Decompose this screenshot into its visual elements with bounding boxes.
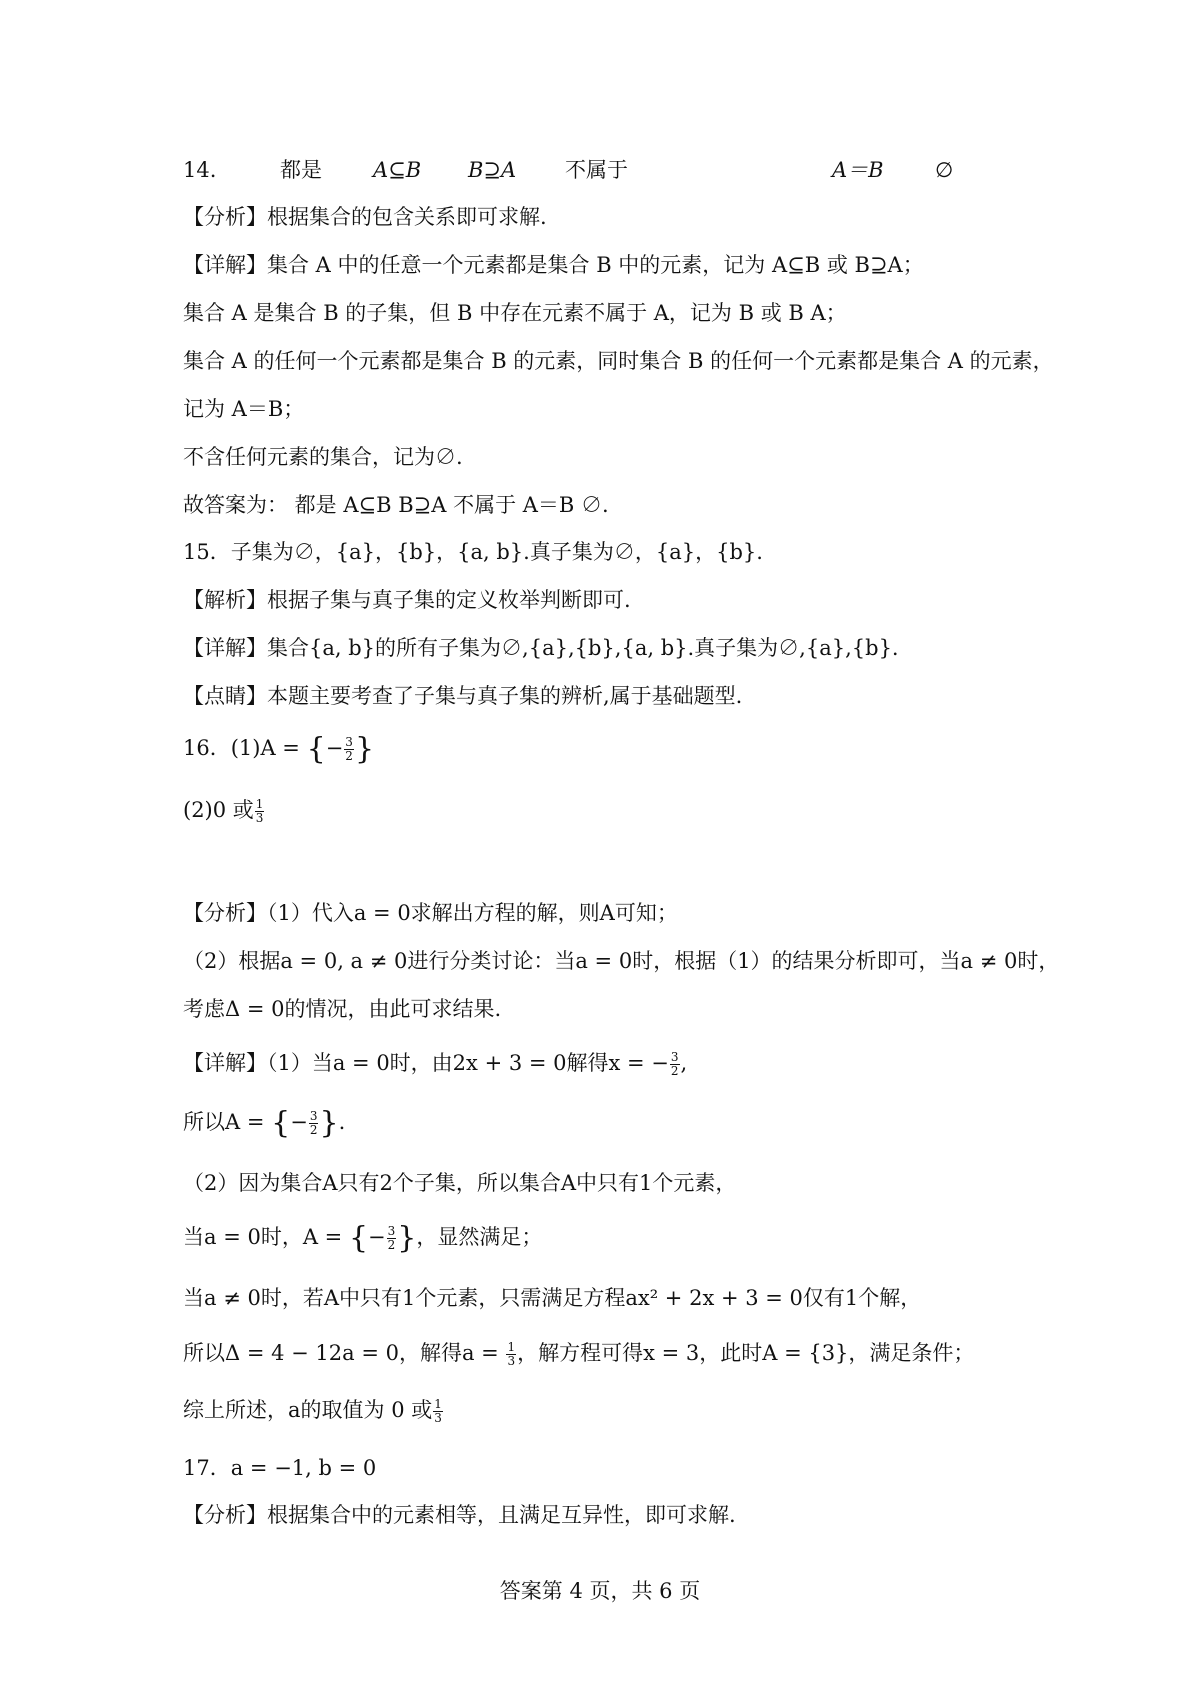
q16-analysis-3: 考虑Δ = 0的情况，由此可求结果. — [183, 997, 502, 1021]
q14-detail-5: 不含任何元素的集合，记为∅. — [183, 445, 463, 469]
fraction-numerator: 1 — [255, 797, 264, 811]
fraction-numerator: 3 — [670, 1050, 679, 1064]
fraction-denominator: 3 — [507, 1354, 516, 1368]
q15-detail: 【详解】集合{a, b}的所有子集为∅,{a},{b},{a, b}.真子集为∅,{a},{b}. — [183, 636, 899, 660]
q14-blank-4: 不属于 — [565, 158, 628, 182]
q14-blank-6: ∅ — [935, 158, 954, 182]
fraction-denominator: 3 — [255, 811, 264, 825]
q15-line: 15．子集为∅，{a}，{b}，{a, b}.真子集为∅，{a}，{b}. — [183, 540, 763, 564]
fraction-denominator: 2 — [345, 749, 353, 763]
q16-detail-2: 所以A = {− $\frac{3}{2}$ }. — [183, 1105, 346, 1141]
q16-part-1-prefix: 16．(1)A = — [183, 736, 307, 760]
q16-detail-1-text: 【详解】（1）当a = 0时，由2x + 3 = 0解得x = − — [183, 1051, 669, 1075]
q16-detail-6 — [183, 1338, 974, 1368]
q14-blank-5: A＝B — [832, 158, 884, 182]
q14-detail-4: 记为 A＝B； — [183, 397, 305, 421]
q16-detail-4-suffix: ，显然满足； — [416, 1225, 543, 1249]
q16-detail-6-text: 所以Δ = 4 − 12a = 0，解得a = — [183, 1341, 506, 1365]
fraction-numerator: 3 — [387, 1224, 396, 1238]
q14-detail-2: 集合 A 是集合 B 的子集，但 B 中存在元素不属于 A，记为 B 或 B A； — [183, 301, 847, 325]
q16-detail-2-text: 所以A = — [183, 1110, 272, 1134]
q16-part-2 — [183, 795, 265, 825]
fraction-denominator: 2 — [670, 1064, 679, 1078]
fraction — [670, 1051, 680, 1078]
q17-analysis: 【分析】根据集合中的元素相等，且满足互异性，即可求解. — [183, 1503, 736, 1527]
fraction — [255, 798, 265, 825]
q16-detail-6-suffix: ，解方程可得x = 3，此时A = {3}，满足条件； — [517, 1341, 975, 1365]
q14-detail-1: 【详解】集合 A 中的任意一个元素都是集合 B 中的元素，记为 A⊆B 或 B⊇A； — [183, 253, 924, 277]
q16-detail-4-text: 当a = 0时，A = — [183, 1225, 349, 1249]
q16-summary — [183, 1395, 444, 1425]
q16-minus: − — [290, 1110, 308, 1134]
q16-detail-1-suffix: , — [680, 1051, 688, 1075]
q16-detail-2-suffix: . — [338, 1110, 346, 1134]
fraction-numerator: 3 — [309, 1109, 318, 1123]
q16-detail-3: （2）因为集合A只有2个子集，所以集合A中只有1个元素， — [183, 1171, 737, 1195]
q16-detail-4: 当a = 0时，A = {− $\frac{3}{2}$ }，显然满足； — [183, 1220, 543, 1256]
q16-minus: − — [325, 736, 344, 760]
fraction-numerator: 1 — [434, 1397, 442, 1411]
q14-blank-3: B⊇A — [468, 158, 517, 182]
q16-detail-5: 当a ≠ 0时，若A中只有1个元素，只需满足方程ax² + 2x + 3 = 0仅有1个解， — [183, 1286, 922, 1310]
q16-analysis-2: （2）根据a = 0, a ≠ 0进行分类讨论：当a = 0时，根据（1）的结果分析即可，当a ≠ 0时， — [183, 949, 1060, 973]
fraction — [309, 1110, 319, 1137]
fraction-denominator: 2 — [309, 1123, 318, 1137]
q16-summary-text: 综上所述，a的取值为 0 或 — [183, 1398, 433, 1422]
q16-part-1: 16．(1)A = {− $\frac{3}{2}$ } — [183, 731, 375, 767]
fraction — [344, 736, 354, 763]
fraction-denominator: 3 — [434, 1411, 442, 1425]
q16-detail-1 — [183, 1048, 687, 1078]
fraction-numerator: 3 — [345, 735, 353, 749]
fraction — [506, 1341, 516, 1368]
q14-blank-1: 都是 — [280, 158, 322, 182]
q16-analysis-1: 【分析】（1）代入a = 0求解出方程的解，则A可知； — [183, 901, 678, 925]
fraction — [433, 1398, 443, 1425]
q14-analysis: 【分析】根据集合的包含关系即可求解. — [183, 205, 547, 229]
q15-comment: 【点睛】本题主要考查了子集与真子集的辨析,属于基础题型. — [183, 684, 743, 708]
q14-detail-3: 集合 A 的任何一个元素都是集合 B 的元素，同时集合 B 的任何一个元素都是集合 A 的元素， — [183, 349, 1054, 373]
q14-answer: 故答案为： 都是 A⊆B B⊇A 不属于 A＝B ∅. — [183, 493, 609, 517]
q15-analysis: 【解析】根据子集与真子集的定义枚举判断即可. — [183, 588, 631, 612]
page-footer: 答案第 4 页，共 6 页 — [499, 1579, 701, 1603]
q16-part-2-prefix: (2)0 或 — [183, 798, 254, 822]
q17-line: 17．a = −1, b = 0 — [183, 1456, 377, 1480]
fraction — [387, 1225, 397, 1252]
fraction-denominator: 2 — [387, 1238, 396, 1252]
fraction-numerator: 1 — [507, 1340, 516, 1354]
q14-number: 14. — [183, 158, 217, 182]
q14-blank-2: A⊆B — [373, 158, 422, 182]
q16-minus: − — [368, 1225, 386, 1249]
